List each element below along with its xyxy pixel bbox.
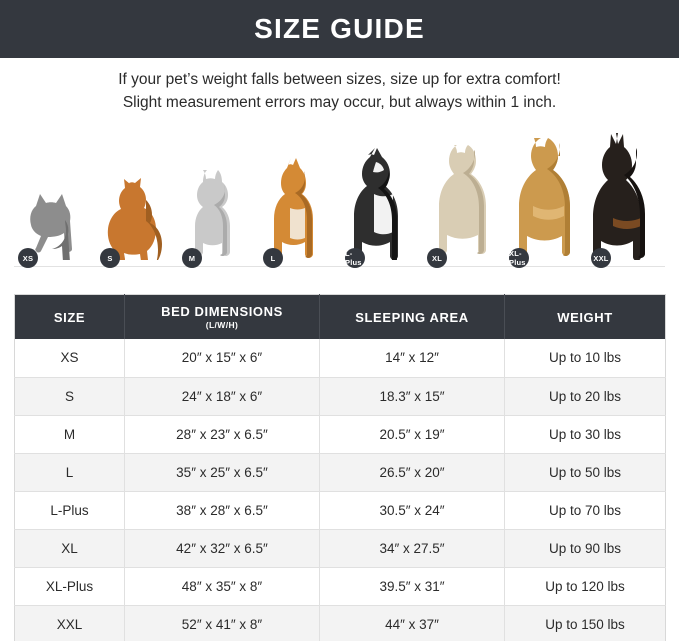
intro-line-1: If your pet’s weight falls between sizes, size up for extra comfort!: [118, 71, 561, 88]
shiba-inu-silhouette: [263, 156, 337, 260]
pet-m: [182, 172, 254, 268]
table-row: [15, 491, 666, 529]
cell-weight: Up to 30 lbs: [505, 415, 666, 453]
cell-bed: 24″ x 18″ x 6″: [125, 377, 320, 415]
cell-sleeping: 26.5″ x 20″: [320, 453, 505, 491]
cell-size: XL: [15, 529, 125, 567]
pet-xl-plus: [509, 140, 589, 268]
table-row: [15, 529, 666, 567]
pet-xxl: [591, 136, 665, 268]
cell-sleeping: 30.5″ x 24″: [320, 491, 505, 529]
cell-weight: Up to 90 lbs: [505, 529, 666, 567]
cell-sleeping: 20.5″ x 19″: [320, 415, 505, 453]
cell-sleeping: 39.5″ x 31″: [320, 567, 505, 605]
cell-weight: Up to 20 lbs: [505, 377, 666, 415]
cell-size: S: [15, 377, 125, 415]
pet-xl: [427, 146, 503, 268]
cell-size: XXL: [15, 605, 125, 641]
pet-s: [100, 182, 172, 268]
cell-sleeping: 14″ x 12″: [320, 339, 505, 377]
header-bed-dimensions-label: BED DIMENSIONS: [161, 304, 283, 319]
table-row: [15, 339, 666, 377]
pet-xs: [18, 194, 90, 268]
cell-size: XS: [15, 339, 125, 377]
cell-weight: Up to 50 lbs: [505, 453, 666, 491]
cell-sleeping: 34″ x 27.5″: [320, 529, 505, 567]
cell-weight: Up to 70 lbs: [505, 491, 666, 529]
header-weight: WEIGHT: [505, 295, 666, 340]
table-row: [15, 453, 666, 491]
table-row: [15, 377, 666, 415]
header-sleeping-area: SLEEPING AREA: [320, 295, 505, 340]
golden-retriever-silhouette: [509, 136, 589, 260]
border-collie-silhouette: [345, 146, 421, 260]
cell-size: L: [15, 453, 125, 491]
cell-bed: 20″ x 15″ x 6″: [125, 339, 320, 377]
badge-xl: XL: [427, 248, 447, 268]
cell-size: M: [15, 415, 125, 453]
badge-m: M: [182, 248, 202, 268]
table-row: [15, 415, 666, 453]
badge-s: S: [100, 248, 120, 268]
cell-sleeping: 18.3″ x 15″: [320, 377, 505, 415]
pet-l-plus: [345, 150, 421, 268]
badge-xs: XS: [18, 248, 38, 268]
badge-xxl: XXL: [591, 248, 611, 268]
cell-bed: 42″ x 32″ x 6.5″: [125, 529, 320, 567]
header-size: SIZE: [15, 295, 125, 340]
cell-weight: Up to 120 lbs: [505, 567, 666, 605]
cell-weight: Up to 10 lbs: [505, 339, 666, 377]
cell-size: XL-Plus: [15, 567, 125, 605]
cell-bed: 35″ x 25″ x 6.5″: [125, 453, 320, 491]
cell-bed: 28″ x 23″ x 6.5″: [125, 415, 320, 453]
cell-weight: Up to 150 lbs: [505, 605, 666, 641]
cell-bed: 48″ x 35″ x 8″: [125, 567, 320, 605]
cell-sleeping: 44″ x 37″: [320, 605, 505, 641]
labrador-silhouette: [427, 142, 503, 260]
doberman-silhouette: [591, 132, 665, 260]
table-row: [15, 567, 666, 605]
badge-l: L: [263, 248, 283, 268]
table-row: [15, 605, 666, 641]
cell-bed: 38″ x 28″ x 6.5″: [125, 491, 320, 529]
header-bed-dimensions-sub: (L/W/H): [205, 320, 239, 330]
table-header-row: [15, 295, 666, 340]
size-chart-table: [14, 294, 666, 641]
cell-size: L-Plus: [15, 491, 125, 529]
header-bar: [0, 0, 679, 58]
french-bulldog-silhouette: [182, 168, 254, 260]
pet-l: [263, 160, 337, 268]
header-bed-dimensions: [125, 295, 320, 340]
badge-l-plus: L-Plus: [345, 248, 365, 268]
pet-silhouette-strip: [14, 136, 665, 268]
intro-text: [0, 68, 679, 114]
badge-xl-plus: XL-Plus: [509, 248, 529, 268]
intro-line-2: Slight measurement errors may occur, but always within 1 inch.: [122, 94, 557, 111]
cell-bed: 52″ x 41″ x 8″: [125, 605, 320, 641]
page-title: SIZE GUIDE: [254, 13, 425, 44]
